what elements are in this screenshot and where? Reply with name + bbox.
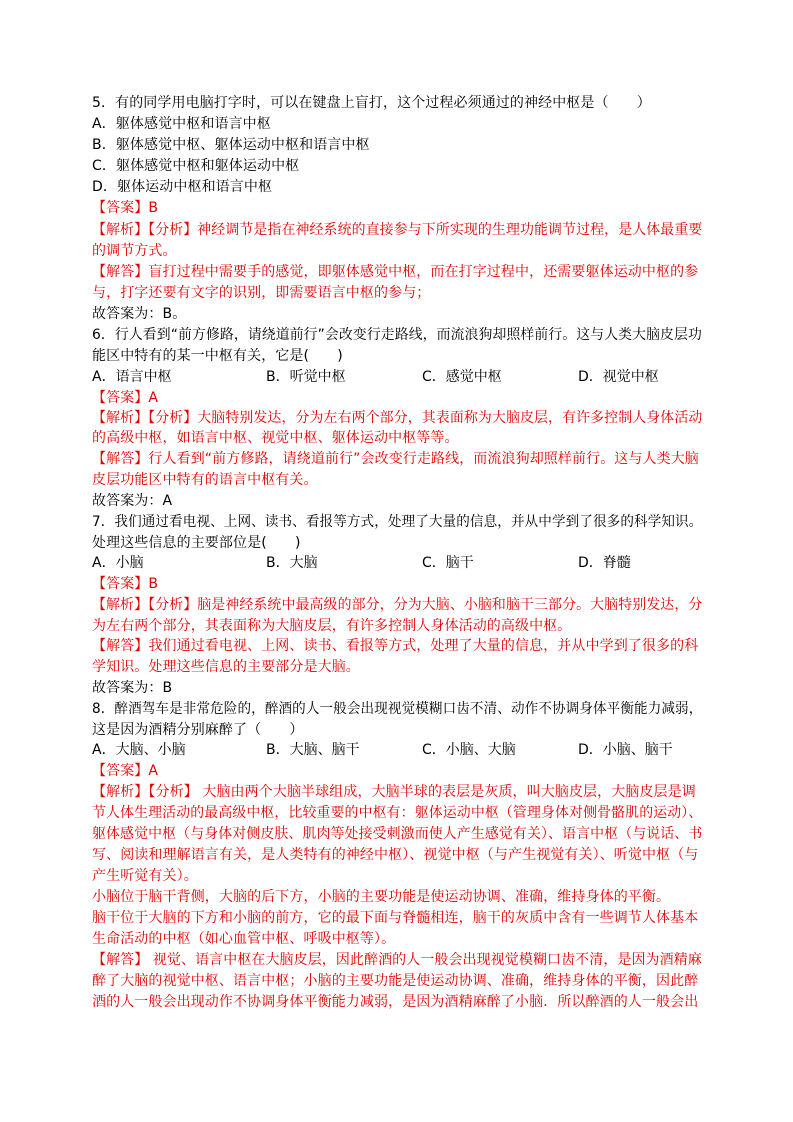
q7-analysis-line-1: 【解析】【分析】脑是神经系统中最高级的部分，分为大脑、小脑和脑干三部分。大脑特别发达，分 bbox=[92, 597, 703, 613]
q5-option-d: D．躯体运动中枢和语言中枢 bbox=[92, 179, 273, 195]
q7-stem-line-1: 7．我们通过看电视、上网、读书、看报等方式，处理了大量的信息，并从中学到了很多的科学知识。 bbox=[92, 514, 703, 530]
q7-stem-line-2: 处理这些信息的主要部位是( ) bbox=[92, 535, 301, 551]
q8-analysis-line-8: 生命活动的中枢（如心血管中枢、呼吸中枢等）。 bbox=[92, 931, 396, 947]
q6-option-d: D．视觉中枢 bbox=[578, 369, 659, 385]
q5-option-b: B．躯体感觉中枢、躯体运动中枢和语言中枢 bbox=[92, 137, 370, 153]
q7-option-d: D．脊髓 bbox=[578, 555, 631, 571]
q6-answer: 【答案】A bbox=[92, 390, 159, 406]
q8-solution-line-1: 【解答】 视觉、语言中枢在大脑皮层，因此醉酒的人一般会出现视觉模糊口齿不清，是因为酒精麻 bbox=[92, 952, 702, 968]
q5-analysis-line-2: 的调节方式。 bbox=[92, 243, 177, 259]
q8-solution-line-2: 醉了大脑的视觉中枢、语言中枢；小脑的主要功能是使运动协调、准确，维持身体的平衡，因此醉 bbox=[92, 973, 699, 989]
q8-analysis-line-2: 节人体生理活动的最高级中枢，比较重要的中枢有：躯体运动中枢（管理身体对侧骨骼肌的运动）、 bbox=[92, 805, 703, 821]
q6-stem-line-1: 6．行人看到“前方修路，请绕道前行”会改变行走路线，而流浪狗却照样前行。这与人类大脑皮层功 bbox=[92, 327, 702, 343]
q8-stem-line-2: 这是因为酒精分别麻醉了（ ） bbox=[92, 722, 304, 738]
q8-option-c: C．小脑、大脑 bbox=[422, 742, 516, 758]
q7-final-answer: 故答案为：B bbox=[92, 680, 173, 696]
q6-final-answer: 故答案为：A bbox=[92, 493, 173, 509]
q8-analysis-line-7: 脑干位于大脑的下方和小脑的前方，它的最下面与脊髓相连，脑干的灰质中含有一些调节人体基本 bbox=[92, 910, 699, 926]
q6-stem-line-2: 能区中特有的某一中枢有关，它是( ) bbox=[92, 348, 343, 364]
q5-option-c: C．躯体感觉中枢和躯体运动中枢 bbox=[92, 158, 300, 174]
q8-analysis-line-3: 躯体感觉中枢（与身体对侧皮肤、肌肉等处接受刺激而使人产生感觉有关）、语言中枢（与说话、书 bbox=[92, 826, 703, 842]
q6-solution-line-2: 皮层功能区中特有的语言中枢有关。 bbox=[92, 472, 318, 488]
q6-analysis-line-2: 的高级中枢，如语言中枢、视觉中枢、躯体运动中枢等等。 bbox=[92, 430, 459, 446]
q5-final-answer: 故答案为：B。 bbox=[92, 306, 187, 322]
q6-option-a: A．语言中枢 bbox=[92, 369, 172, 385]
q5-answer: 【答案】B bbox=[92, 200, 159, 216]
q5-solution-line-1: 【解答】盲打过程中需要手的感觉，即躯体感觉中枢，而在打字过程中，还需要躯体运动中枢的参 bbox=[92, 264, 699, 280]
q6-option-c: C．感觉中枢 bbox=[422, 369, 502, 385]
q7-option-c: C．脑干 bbox=[422, 555, 474, 571]
q7-option-b: B．大脑 bbox=[266, 555, 318, 571]
q8-solution-line-3: 酒的人一般会出现动作不协调身体平衡能力减弱，是因为酒精麻醉了小脑．所以醉酒的人一般会出 bbox=[92, 994, 699, 1010]
q6-option-b: B．听觉中枢 bbox=[266, 369, 346, 385]
q8-stem-line-1: 8．醉酒驾车是非常危险的，醉酒的人一般会出现视觉模糊口齿不清、动作不协调身体平衡能力减弱， bbox=[92, 701, 703, 717]
q7-answer: 【答案】B bbox=[92, 576, 159, 592]
q8-option-d: D．小脑、脑干 bbox=[578, 742, 673, 758]
q8-analysis-line-5: 产生听觉有关）。 bbox=[92, 868, 198, 884]
q7-solution-line-2: 学知识。处理这些信息的主要部分是大脑。 bbox=[92, 659, 360, 675]
q8-option-a: A．大脑、小脑 bbox=[92, 742, 186, 758]
q7-solution-line-1: 【解答】我们通过看电视、上网、读书、看报等方式，处理了大量的信息，并从中学到了很多的科 bbox=[92, 638, 699, 654]
q5-solution-line-2: 与，打字还要有文字的识别，即需要语言中枢的参与； bbox=[92, 285, 431, 301]
q7-option-a: A．小脑 bbox=[92, 555, 144, 571]
q8-analysis-line-1: 【解析】【分析】 大脑由两个大脑半球组成，大脑半球的表层是灰质，叫大脑皮层，大脑皮层是调 bbox=[92, 784, 696, 800]
q5-analysis-line-1: 【解析】【分析】神经调节是指在神经系统的直接参与下所实现的生理功能调节过程，是人体最重要 bbox=[92, 222, 703, 238]
q7-analysis-line-2: 为左右两个部分，其表面称为大脑皮层，有许多控制人身体活动的高级中枢。 bbox=[92, 618, 572, 634]
q5-stem: 5．有的同学用电脑打字时，可以在键盘上盲打，这个过程必须通过的神经中枢是（ ） bbox=[92, 95, 651, 111]
q6-analysis-line-1: 【解析】【分析】大脑特别发达，分为左右两个部分，其表面称为大脑皮层，有许多控制人身体活动 bbox=[92, 410, 703, 426]
q8-analysis-line-4: 写、阅读和理解语言有关，是人类特有的神经中枢）、视觉中枢（与产生视觉有关）、听觉中枢（与 bbox=[92, 847, 699, 863]
q6-solution-line-1: 【解答】行人看到“前方修路，请绕道前行”会改变行走路线，而流浪狗却照样前行。这与人类大脑 bbox=[92, 451, 699, 467]
q8-answer: 【答案】A bbox=[92, 763, 159, 779]
q5-option-a: A．躯体感觉中枢和语言中枢 bbox=[92, 116, 271, 132]
q8-analysis-line-6: 小脑位于脑干背侧，大脑的后下方，小脑的主要功能是使运动协调、准确，维持身体的平衡。 bbox=[92, 889, 671, 905]
q8-option-b: B．大脑、脑干 bbox=[266, 742, 360, 758]
